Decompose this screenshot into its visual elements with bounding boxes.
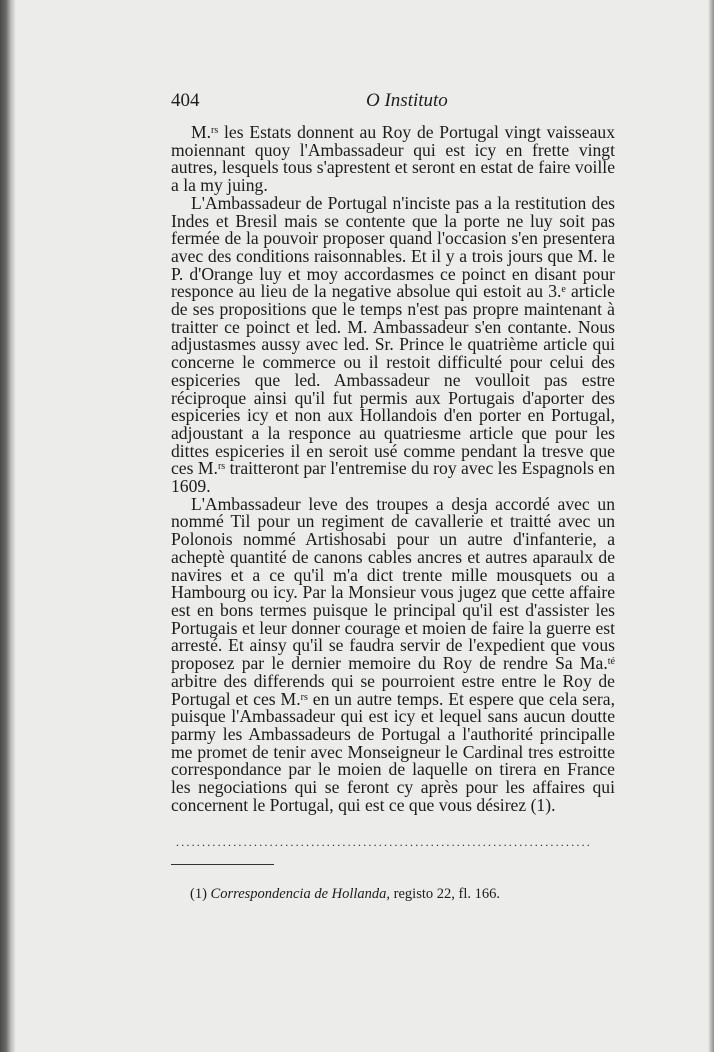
paragraph: M.$^{rs}$ les Estats donnent au Roy de Portugal vingt vaisseaux moiennant quoy l'Ambassadeur qui est icy en frette vingt autres, lesquels tous s'aprestent et seront en estat de faire voille a la my juing. [171,122,615,196]
footnote-source-detail: registo 22, fl. 166. [393,886,500,902]
footnote-marker: (1) [190,886,207,902]
paragraph: L'Ambassadeur de Portugal n'inciste pas a la restitution des Indes et Bresil mais se contente que la porte ne luy soit pas fermée de la pouvoir proposer quand l'occasion s'en presentera avec des conditions raisonnables. Et il y a trois jours que M. le P. d'Orange luy et moy accordasmes ce poinct en disant pour responce au lieu de la negative absolue qui estoit au 3.$^e$ article de ses propositions que le temps n'est pas propre maintenant à traitter ce poinct et led. M. Ambassadeur s'en contante. Nous adjustasmes aussy avec led. Sr. Prince le quatrième article qui concerne le commerce ou il restoit difficulté pour celui des espiceries que led. Ambassadeur ne voulloit pas estre réciproque ainsi qu'il fut permis aux Portugais d'aporter des espiceries icy et non aux Hollandois d'en porter en Portugal, adjoustant a la responce au quatriesme article que pour les dittes espiceries il en seroit usé comme pendant la tresve que ces M.$^{rs}$ traitteront par l'entremise du roy avec les Espagnols en 1609. [171,192,615,497]
footnote-source-title: Correspondencia de Hollanda, [210,886,391,902]
body-text [171,124,615,814]
page-binding-shadow [0,0,16,1052]
dotted-separator: ................................................................................ [176,835,592,849]
running-title: O Instituto [366,90,448,111]
page-edge-shadow [708,0,714,1052]
footnote [190,886,610,903]
running-header [171,90,615,114]
page-number: 404 [171,90,200,111]
footnote-rule [171,864,274,865]
paragraph: L'Ambassadeur leve des troupes a desja accordé avec un nommé Til pour un regiment de cavallerie et traitté avec un Polonois nommé Artishosabi pour un autre d'infanterie, a acheptè quantité de canons cables ancres et autres aparaulx de navires et a ce qu'il m'a dict trente mille mousquets ou a Hambourg ou icy. Par la Monsieur vous jugez que cette affaire est en bons termes puisque le principal qu'il est d'assister les Portugais et leur donner courage et moien de faire la guerre est arresté. Et ainsy qu'il se faudra servir de l'expedient que vous proposez par le dernier memoire du Roy de rendre Sa Ma.$^{té}$ arbitre des differends qui se pourroient estre entre le Roy de Portugal et ces M.$^{rs}$ en un autre temps. Et espere que cela sera, puisque l'Ambassadeur qui est icy et lequel sans aucun doutte parmy les Ambassadeurs de Portugal a l'authorité principalle me promet de tenir avec Monseigneur le Cardinal tres estroitte correspondance par le moien de laquelle on tirera en France les negociations qui se feront cy après pour les affaires qui concernent le Portugal, qui est ce que vous désirez (1). [171,493,615,815]
